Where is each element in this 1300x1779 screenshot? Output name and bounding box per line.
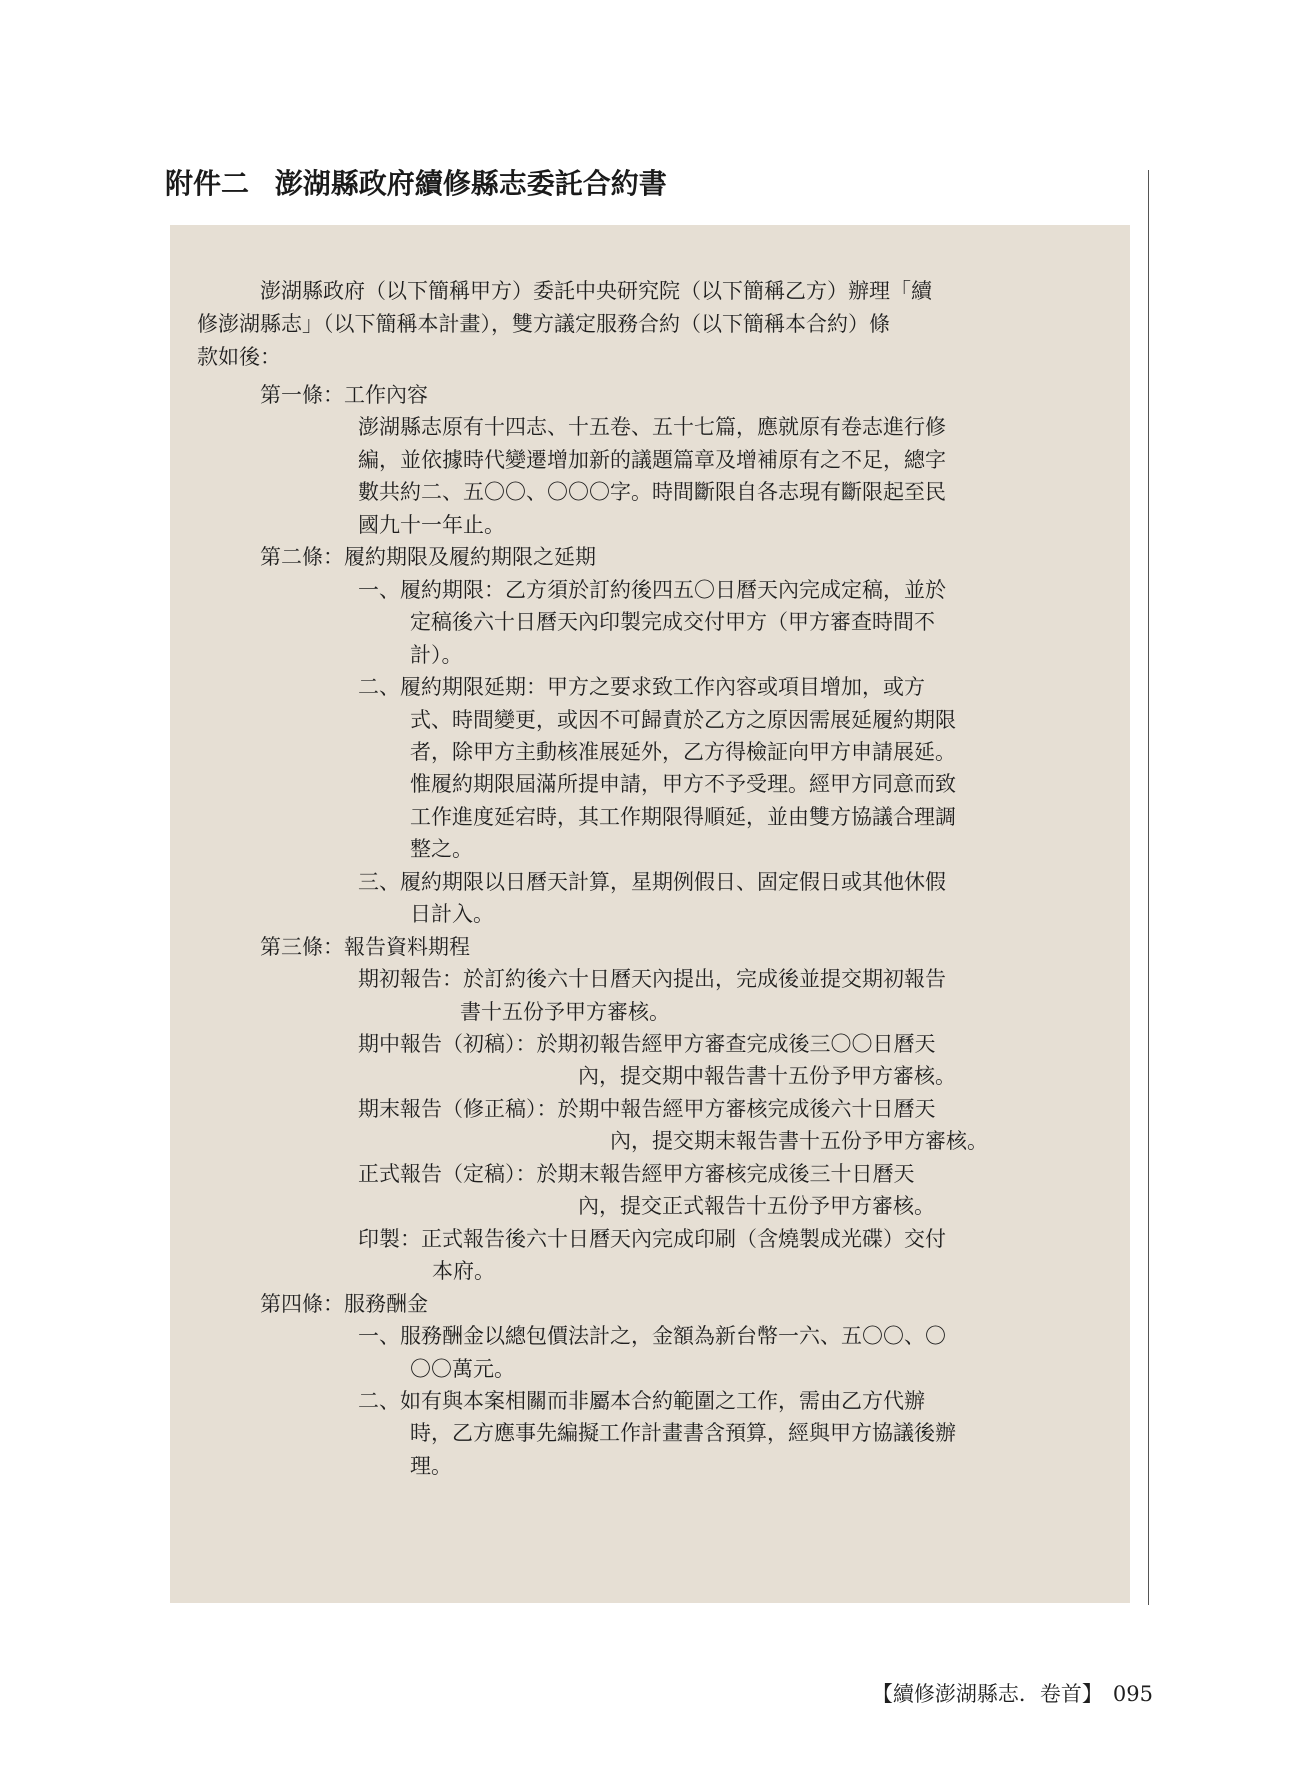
- appendix-label: 附件二: [165, 167, 250, 200]
- contract-line: 一、服務酬金以總包價法計之，金額為新台幣一六、五〇〇、〇: [358, 1324, 946, 1348]
- contract-line: 理。: [410, 1454, 452, 1478]
- page-number: 095: [1112, 1682, 1153, 1706]
- contract-line: 二、履約期限延期：甲方之要求致工作內容或項目增加，或方: [358, 675, 925, 699]
- contract-line: 第一條：工作內容: [260, 383, 428, 407]
- contract-line: 澎湖縣志原有十四志、十五卷、五十七篇，應就原有卷志進行修: [358, 415, 946, 439]
- contract-line: 日計入。: [410, 902, 494, 926]
- contract-line: 期初報告：於訂約後六十日曆天內提出，完成後並提交期初報告: [358, 967, 946, 991]
- document-title: 澎湖縣政府續修縣志委託合約書: [274, 167, 667, 200]
- contract-line: 正式報告（定稿）：於期末報告經甲方審核完成後三十日曆天: [358, 1162, 915, 1186]
- intro-line: 澎湖縣政府（以下簡稱甲方）委託中央研究院（以下簡稱乙方）辦理「續: [260, 279, 932, 303]
- contract-line: 期中報告（初稿）：於期初報告經甲方審查完成後三〇〇日曆天: [358, 1032, 936, 1056]
- contract-line: 者，除甲方主動核准展延外，乙方得檢証向甲方申請展延。: [410, 740, 956, 764]
- book-title: 【續修澎湖縣志．卷首】: [871, 1682, 1103, 1706]
- page-footer: [872, 1678, 1153, 1708]
- contract-line: 時，乙方應事先編擬工作計畫書含預算，經與甲方協議後辦: [410, 1421, 956, 1445]
- contract-line: 印製：正式報告後六十日曆天內完成印刷（含燒製成光碟）交付: [358, 1227, 946, 1251]
- contract-line: 式、時間變更，或因不可歸責於乙方之原因需展延履約期限: [410, 708, 956, 732]
- contract-line: 第二條：履約期限及履約期限之延期: [260, 545, 596, 569]
- contract-line: 三、履約期限以日曆天計算，星期例假日、固定假日或其他休假: [358, 870, 946, 894]
- contract-line: 定稿後六十日曆天內印製完成交付甲方（甲方審查時間不: [410, 610, 935, 634]
- contract-line: 國九十一年止。: [358, 513, 505, 537]
- contract-line: 整之。: [410, 837, 473, 861]
- contract-line: 工作進度延宕時，其工作期限得順延，並由雙方協議合理調: [410, 805, 956, 829]
- contract-line: 本府。: [432, 1259, 495, 1283]
- contract-line: 計）。: [410, 643, 463, 667]
- contract-line: 編，並依據時代變遷增加新的議題篇章及增補原有之不足，總字: [358, 448, 946, 472]
- contract-line: 二、如有與本案相關而非屬本合約範圍之工作，需由乙方代辦: [358, 1389, 925, 1413]
- contract-line: 第三條：報告資料期程: [260, 935, 470, 959]
- contract-line: 第四條：服務酬金: [260, 1292, 428, 1316]
- contract-line: 一、履約期限：乙方須於訂約後四五〇日曆天內完成定稿，並於: [358, 578, 946, 602]
- contract-line: 期末報告（修正稿）：於期中報告經甲方審核完成後六十日曆天: [358, 1097, 936, 1121]
- contract-line: 內，提交正式報告十五份予甲方審核。: [578, 1194, 935, 1218]
- contract-line: 內，提交期末報告書十五份予甲方審核。: [610, 1129, 988, 1153]
- contract-line: 惟履約期限屆滿所提申請，甲方不予受理。經甲方同意而致: [410, 772, 956, 796]
- contract-line: 數共約二、五〇〇、〇〇〇字。時間斷限自各志現有斷限起至民: [358, 480, 946, 504]
- contract-line: 書十五份予甲方審核。: [460, 1000, 670, 1024]
- intro-line: 款如後：: [197, 345, 281, 369]
- appendix-heading: [165, 162, 667, 202]
- contract-line: 〇〇萬元。: [410, 1357, 515, 1381]
- intro-line: 修澎湖縣志」（以下簡稱本計畫），雙方議定服務合約（以下簡稱本合約）條: [197, 312, 890, 336]
- margin-rule: [1148, 170, 1149, 1605]
- contract-line: 內，提交期中報告書十五份予甲方審核。: [578, 1064, 956, 1088]
